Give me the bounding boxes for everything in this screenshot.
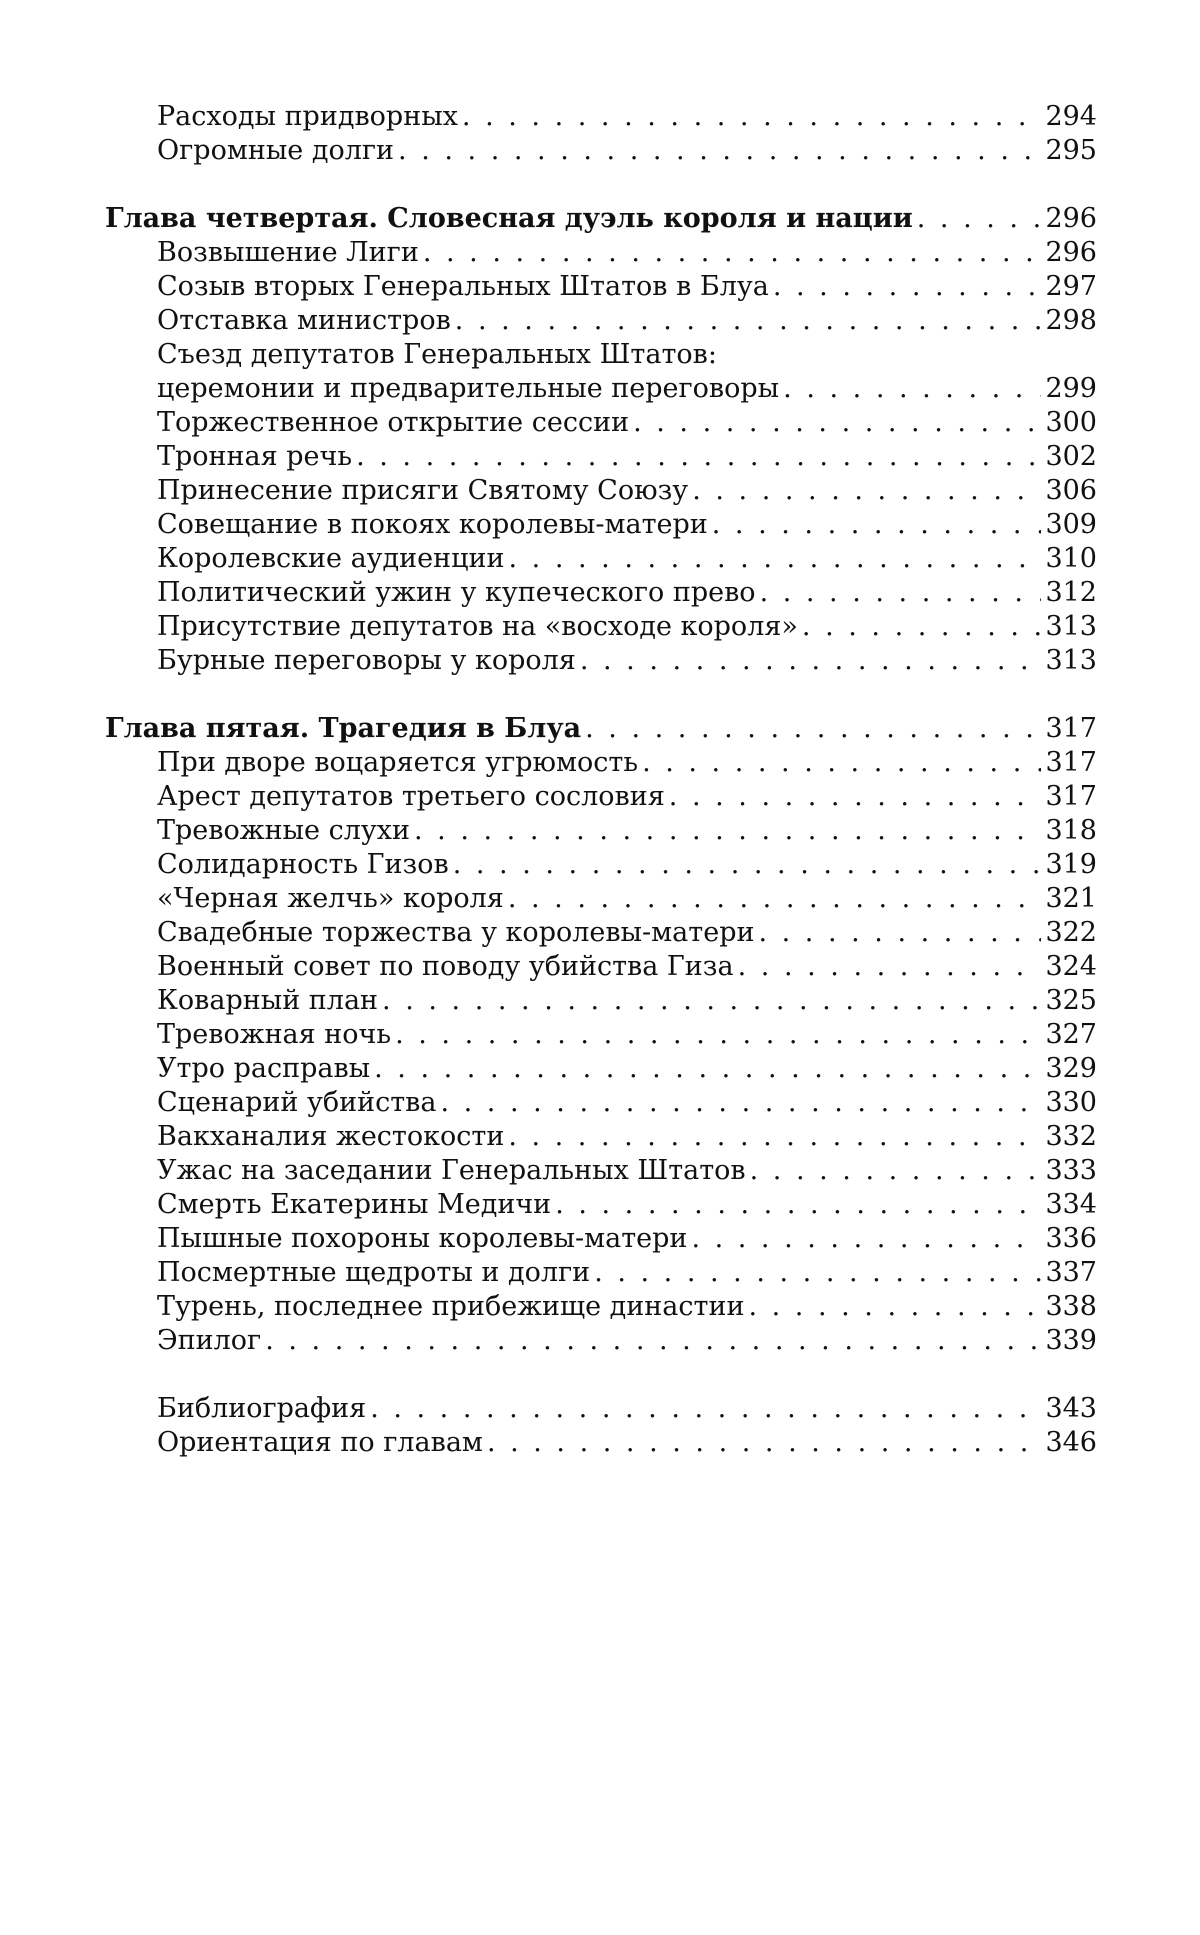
dot-leader [555, 1188, 1041, 1222]
dot-leader [712, 508, 1042, 542]
toc-entry[interactable] [105, 746, 1097, 780]
dot-leader [398, 134, 1041, 168]
toc-entry-title: Смерть Екатерины Медичи [157, 1189, 552, 1220]
toc-entry-title: Военный совет по поводу убийства Гиза [157, 951, 734, 982]
toc-entry-title: Библиография [157, 1393, 367, 1424]
toc-entry-title: Ужас на заседании Генеральных Штатов [157, 1155, 746, 1186]
chapter-title: Глава пятая. Трагедия в Блуа [105, 713, 582, 744]
dot-leader [748, 1290, 1041, 1324]
toc-entry-page: 298 [1045, 305, 1097, 336]
toc-entry[interactable] [105, 236, 1097, 270]
toc-entry[interactable] [105, 576, 1097, 610]
toc-entry-page: 338 [1045, 1291, 1097, 1322]
dot-leader [917, 202, 1042, 236]
toc-entry[interactable] [105, 1290, 1097, 1324]
chapter-title: Глава четвертая. Словесная дуэль короля и нации [105, 203, 913, 234]
toc-entry-page: 337 [1045, 1257, 1097, 1288]
toc-entry[interactable] [105, 1086, 1097, 1120]
toc-entry[interactable] [105, 372, 1097, 406]
dot-leader [750, 1154, 1042, 1188]
toc-entry-page: 317 [1045, 781, 1097, 812]
chapter-heading[interactable] [105, 712, 1097, 746]
toc-entry-page: 306 [1045, 475, 1097, 506]
toc-entry-page: 339 [1045, 1325, 1097, 1356]
section-gap [105, 678, 1097, 712]
toc-entry-page: 299 [1045, 373, 1097, 404]
dot-leader [509, 542, 1042, 576]
toc-entry-page: 333 [1045, 1155, 1097, 1186]
toc-entry[interactable] [105, 1426, 1097, 1460]
toc-entry-page: 295 [1045, 135, 1097, 166]
toc-entry[interactable] [105, 304, 1097, 338]
toc-entry[interactable] [105, 1256, 1097, 1290]
dot-leader [455, 304, 1042, 338]
toc-entry-page: 336 [1045, 1223, 1097, 1254]
dot-leader [395, 1018, 1041, 1052]
toc-entry[interactable] [105, 474, 1097, 508]
dot-leader [580, 644, 1042, 678]
toc-entry[interactable] [105, 134, 1097, 168]
toc-entry[interactable] [105, 1324, 1097, 1358]
dot-leader [356, 440, 1041, 474]
toc-entry-title: Созыв вторых Генеральных Штатов в Блуа [157, 271, 769, 302]
dot-leader [462, 100, 1042, 134]
dot-leader [802, 610, 1042, 644]
toc-entry[interactable] [105, 440, 1097, 474]
toc-entry-page: 322 [1045, 917, 1097, 948]
toc-entry[interactable] [105, 1154, 1097, 1188]
toc-entry-title: Вакханалия жестокости [157, 1121, 505, 1152]
toc-entry[interactable] [105, 644, 1097, 678]
toc-entry-page: 310 [1045, 543, 1097, 574]
section-gap [105, 168, 1097, 202]
toc-entry-title: Посмертные щедроты и долги [157, 1257, 591, 1288]
toc-entry-page: 343 [1045, 1393, 1097, 1424]
toc-entry-title: Тронная речь [157, 441, 353, 472]
dot-leader [760, 576, 1042, 610]
toc-entry[interactable] [105, 270, 1097, 304]
toc-entry[interactable] [105, 950, 1097, 984]
toc-entry-title: Торжественное открытие сессии [157, 407, 630, 438]
dot-leader [692, 474, 1041, 508]
toc-entry-page: 346 [1045, 1427, 1097, 1458]
toc-entry-title: Бурные переговоры у короля [157, 645, 576, 676]
toc-entry[interactable] [105, 1018, 1097, 1052]
toc-entry-page: 296 [1045, 237, 1097, 268]
toc-entry[interactable] [105, 814, 1097, 848]
toc-entry-page: 330 [1045, 1087, 1097, 1118]
dot-leader [642, 746, 1041, 780]
toc-entry-title: Арест депутатов третьего сословия [157, 781, 665, 812]
dot-leader [487, 1426, 1042, 1460]
toc-entry[interactable] [105, 508, 1097, 542]
toc-entry-title: Политический ужин у купеческого прево [157, 577, 756, 608]
dot-leader [265, 1324, 1041, 1358]
toc-entry-page: 319 [1045, 849, 1097, 880]
toc-entry-page: 324 [1045, 951, 1097, 982]
toc-entry-page: 297 [1045, 271, 1097, 302]
dot-leader [370, 1392, 1041, 1426]
toc-entry-title: Пышные похороны королевы-матери [157, 1223, 688, 1254]
dot-leader [773, 270, 1042, 304]
toc-entry-title: Тревожная ночь [157, 1019, 392, 1050]
toc-entry[interactable] [105, 1392, 1097, 1426]
toc-entry-page: 325 [1045, 985, 1097, 1016]
toc-entry-title: Возвышение Лиги [157, 237, 419, 268]
toc-entry-page: 313 [1045, 611, 1097, 642]
toc-entry[interactable] [105, 542, 1097, 576]
dot-leader [585, 712, 1041, 746]
toc-entry[interactable] [105, 1222, 1097, 1256]
toc-entry-title: Королевские аудиенции [157, 543, 505, 574]
dot-leader [758, 916, 1041, 950]
dot-leader [633, 406, 1041, 440]
toc-entry-page: 327 [1045, 1019, 1097, 1050]
dot-leader [738, 950, 1042, 984]
dot-leader [691, 1222, 1041, 1256]
toc-entry-title: Турень, последнее прибежище династии [157, 1291, 745, 1322]
dot-leader [453, 848, 1042, 882]
toc-entry[interactable] [105, 780, 1097, 814]
toc-entry-title: Отставка министров [157, 305, 451, 336]
toc-entry-page: 312 [1045, 577, 1097, 608]
toc-entry[interactable] [105, 984, 1097, 1018]
toc-entry-title: Утро расправы [157, 1053, 371, 1084]
dot-leader [382, 984, 1041, 1018]
toc-entry-title: Солидарность Гизов [157, 849, 449, 880]
toc-entry-title: «Черная желчь» короля [157, 883, 504, 914]
toc-entry-page: 332 [1045, 1121, 1097, 1152]
toc-entry-title: Совещание в покоях королевы-матери [157, 509, 708, 540]
dot-leader [414, 814, 1041, 848]
toc-entry-title: Сценарий убийства [157, 1087, 437, 1118]
toc-entry[interactable] [105, 1120, 1097, 1154]
dot-leader [423, 236, 1042, 270]
toc-entry[interactable] [105, 848, 1097, 882]
toc-entry-page: 300 [1045, 407, 1097, 438]
toc-entry-title: Эпилог [157, 1325, 262, 1356]
toc-entry-title: Съезд депутатов Генеральных Штатов: [157, 339, 717, 370]
toc-entry-title: Принесение присяги Святому Союзу [157, 475, 689, 506]
toc-entry-page: 321 [1045, 883, 1097, 914]
toc-entry[interactable] [105, 882, 1097, 916]
toc-entry-title: Тревожные слухи [157, 815, 410, 846]
dot-leader [594, 1256, 1041, 1290]
toc-entry-title: Ориентация по главам [157, 1427, 483, 1458]
toc-entry-page: 309 [1045, 509, 1097, 540]
toc-entry[interactable] [105, 100, 1097, 134]
toc-entry-page: 318 [1045, 815, 1097, 846]
toc-entry-page: 334 [1045, 1189, 1097, 1220]
chapter-page: 317 [1045, 713, 1097, 744]
toc-entry-title: Коварный план [157, 985, 379, 1016]
section-gap [105, 1358, 1097, 1392]
chapter-page: 296 [1045, 203, 1097, 234]
dot-leader [508, 882, 1042, 916]
chapter-heading[interactable] [105, 202, 1097, 236]
toc-entry-page: 294 [1045, 101, 1097, 132]
dot-leader [669, 780, 1042, 814]
toc-entry-page: 317 [1045, 747, 1097, 778]
toc-entry[interactable] [105, 610, 1097, 644]
toc-entry-title: Расходы придворных [157, 101, 458, 132]
toc-entry-first-line[interactable] [105, 338, 1097, 372]
dot-leader [783, 372, 1041, 406]
toc-entry-title-continued: церемонии и предварительные переговоры [157, 373, 780, 404]
dot-leader [374, 1052, 1041, 1086]
dot-leader [508, 1120, 1041, 1154]
toc-entry-title: При дворе воцаряется угрюмость [157, 747, 639, 778]
toc-entry[interactable] [105, 406, 1097, 440]
toc-entry[interactable] [105, 1188, 1097, 1222]
toc-entry[interactable] [105, 1052, 1097, 1086]
toc-entry[interactable] [105, 916, 1097, 950]
toc-entry-title: Присутствие депутатов на «восходе короля» [157, 611, 798, 642]
dot-leader [440, 1086, 1041, 1120]
toc-entry-page: 313 [1045, 645, 1097, 676]
toc-entry-page: 329 [1045, 1053, 1097, 1084]
table-of-contents [105, 100, 1097, 1460]
toc-entry-title: Свадебные торжества у королевы-матери [157, 917, 755, 948]
toc-entry-title: Огромные долги [157, 135, 395, 166]
toc-entry-page: 302 [1045, 441, 1097, 472]
